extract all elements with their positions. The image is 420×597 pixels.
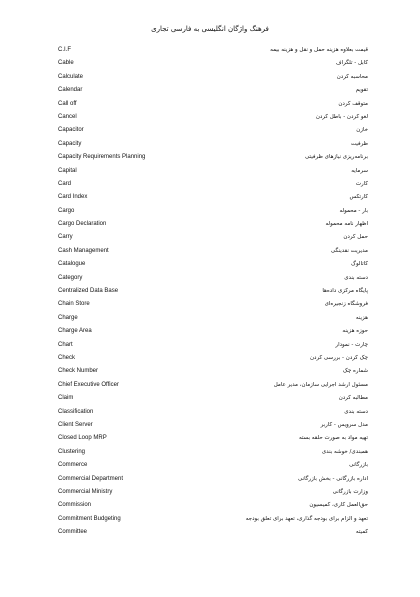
entry-term: Chain Store xyxy=(58,301,90,308)
glossary-entry xyxy=(0,434,420,447)
glossary-entry xyxy=(0,73,420,86)
entry-term: Call off xyxy=(58,100,77,107)
entry-translation: سرمایه xyxy=(351,167,368,174)
glossary-entry xyxy=(0,86,420,99)
glossary-entry xyxy=(0,59,420,72)
glossary-entry xyxy=(0,153,420,166)
entry-term: Cable xyxy=(58,60,74,67)
entry-translation: تعهد و الزام برای بودجه گذاری، تعهد برای تعلق بودجه xyxy=(245,515,368,522)
entry-translation: کابل - تلگراف xyxy=(335,60,368,67)
entry-term: Chief Executive Officer xyxy=(58,381,119,388)
entry-term: Catalogue xyxy=(58,261,86,268)
glossary-entry xyxy=(0,300,420,313)
entry-term: Commercial Ministry xyxy=(58,488,113,495)
glossary-entry xyxy=(0,341,420,354)
entry-term: Calendar xyxy=(58,87,83,94)
glossary-entry xyxy=(0,528,420,541)
glossary-entry xyxy=(0,220,420,233)
glossary-entry xyxy=(0,287,420,300)
entry-term: Charge Area xyxy=(58,328,92,335)
entry-term: Client Server xyxy=(58,421,93,428)
entry-term: Capital xyxy=(58,167,77,174)
entry-translation: مدیریت نقدینگی xyxy=(330,247,368,254)
entry-term: Chart xyxy=(58,341,73,348)
glossary-entry xyxy=(0,180,420,193)
glossary-entry xyxy=(0,46,420,59)
glossary-entry xyxy=(0,367,420,380)
entry-translation: دسته بندی xyxy=(344,408,368,415)
entry-term: Calculate xyxy=(58,73,84,80)
entry-term: Charge xyxy=(58,314,78,321)
entry-translation: محاسبه کردن xyxy=(336,73,368,80)
entry-translation: کمیته xyxy=(355,529,368,536)
entry-term: Committee xyxy=(58,529,88,536)
entry-term: Cash Management xyxy=(58,247,109,254)
entry-term: Check xyxy=(58,354,76,361)
glossary-entry xyxy=(0,475,420,488)
entry-translation: چارت - نمودار xyxy=(335,341,368,348)
entry-translation: حوزه هزینه xyxy=(342,328,368,335)
entry-translation: متوقف کردن xyxy=(338,100,368,107)
entry-translation: لغو کردن - باطل کردن xyxy=(315,113,368,120)
entry-term: Centralized Data Base xyxy=(58,288,119,295)
entry-translation: فروشگاه زنجیره‌ای xyxy=(324,301,368,308)
entry-term: Cancel xyxy=(58,113,77,120)
entry-translation: حق‌العمل کاری، کمیسیون xyxy=(309,502,368,509)
entry-term: Commitment Budgeting xyxy=(58,515,121,522)
entry-term: Closed Loop MRP xyxy=(58,435,107,442)
glossary-entry xyxy=(0,233,420,246)
entry-term: Check Number xyxy=(58,368,99,375)
entry-term: Card Index xyxy=(58,194,88,201)
entry-translation: اداره بازرگانی - بخش بازرگانی xyxy=(298,475,368,482)
entry-translation: مسئول ارشد اجرایی سازمان، مدیر عامل xyxy=(273,381,368,388)
glossary-entry xyxy=(0,394,420,407)
page-title: فرهنگ واژگان انگلیسی به فارسی تجاری xyxy=(151,25,269,33)
glossary-entry xyxy=(0,247,420,260)
entry-translation: قیمت بعلاوه هزینه حمل و نقل و هزینه بیمه xyxy=(270,47,368,53)
glossary-entry xyxy=(0,140,420,153)
glossary-entry xyxy=(0,274,420,287)
entry-translation: دسته بندی xyxy=(344,274,368,281)
entry-term: Commission xyxy=(58,502,92,509)
entry-term: Commercial Department xyxy=(58,475,124,482)
glossary-entry xyxy=(0,193,420,206)
entry-translation: ظرفیت xyxy=(350,140,368,147)
glossary-entry xyxy=(0,381,420,394)
glossary-entry xyxy=(0,100,420,113)
glossary-entry xyxy=(0,113,420,126)
entry-term: Capacitor xyxy=(58,127,84,134)
glossary-entry xyxy=(0,515,420,528)
entry-translation: وزارت بازرگانی xyxy=(332,488,368,495)
glossary-entry xyxy=(0,488,420,501)
glossary-entry xyxy=(0,314,420,327)
entry-term: Carry xyxy=(58,234,73,241)
entry-translation: مدل سرویس - کاربر xyxy=(320,421,368,428)
entry-translation: پایگاه مرکزی داده‌ها xyxy=(322,288,368,295)
entry-term: C.I.F xyxy=(58,47,71,53)
entry-translation: کارتکس xyxy=(349,194,368,201)
glossary-entry xyxy=(0,354,420,367)
entry-translation: اظهار نامه محموله xyxy=(325,221,368,228)
entry-translation: همبندی/ خوشه بندی xyxy=(321,448,368,455)
entry-translation: تقویم xyxy=(355,87,368,94)
entry-translation: کاتالوگ xyxy=(351,261,368,268)
entry-translation: بازرگانی xyxy=(349,462,368,469)
entry-term: Card xyxy=(58,180,72,187)
entry-translation: بار - محموله xyxy=(339,207,368,214)
glossary-entry xyxy=(0,448,420,461)
glossary-entry xyxy=(0,421,420,434)
glossary-entry xyxy=(0,260,420,273)
entry-term: Capacity Requirements Planning xyxy=(58,154,146,161)
entry-translation: برنامه‌ریزی نیازهای ظرفیتی xyxy=(304,154,368,161)
entry-translation: چک کردن - بررسی کردن xyxy=(310,354,368,361)
glossary-entry xyxy=(0,207,420,220)
entry-translation: خازن xyxy=(356,127,368,134)
entry-term: Clustering xyxy=(58,448,86,455)
glossary-entry xyxy=(0,167,420,180)
entry-translation: تهیه مواد به صورت حلقه بسته xyxy=(298,435,368,442)
entry-term: Cargo Declaration xyxy=(58,221,107,228)
entry-translation: حمل کردن xyxy=(343,234,368,241)
glossary-entry xyxy=(0,408,420,421)
entry-translation: مطالبه کردن xyxy=(338,395,368,402)
entry-translation: هزینه xyxy=(355,314,368,321)
entry-translation: کارت xyxy=(355,180,368,187)
entry-term: Classification xyxy=(58,408,94,415)
entry-term: Claim xyxy=(58,395,74,402)
entry-translation: شماره چک xyxy=(342,368,368,375)
glossary-entry xyxy=(0,461,420,474)
glossary-entry xyxy=(0,501,420,514)
glossary-entry xyxy=(0,327,420,340)
entry-term: Category xyxy=(58,274,83,281)
entry-term: Capacity xyxy=(58,140,82,147)
entry-term: Commerce xyxy=(58,462,88,469)
entry-term: Cargo xyxy=(58,207,75,214)
glossary-list xyxy=(0,46,420,541)
glossary-entry xyxy=(0,126,420,139)
